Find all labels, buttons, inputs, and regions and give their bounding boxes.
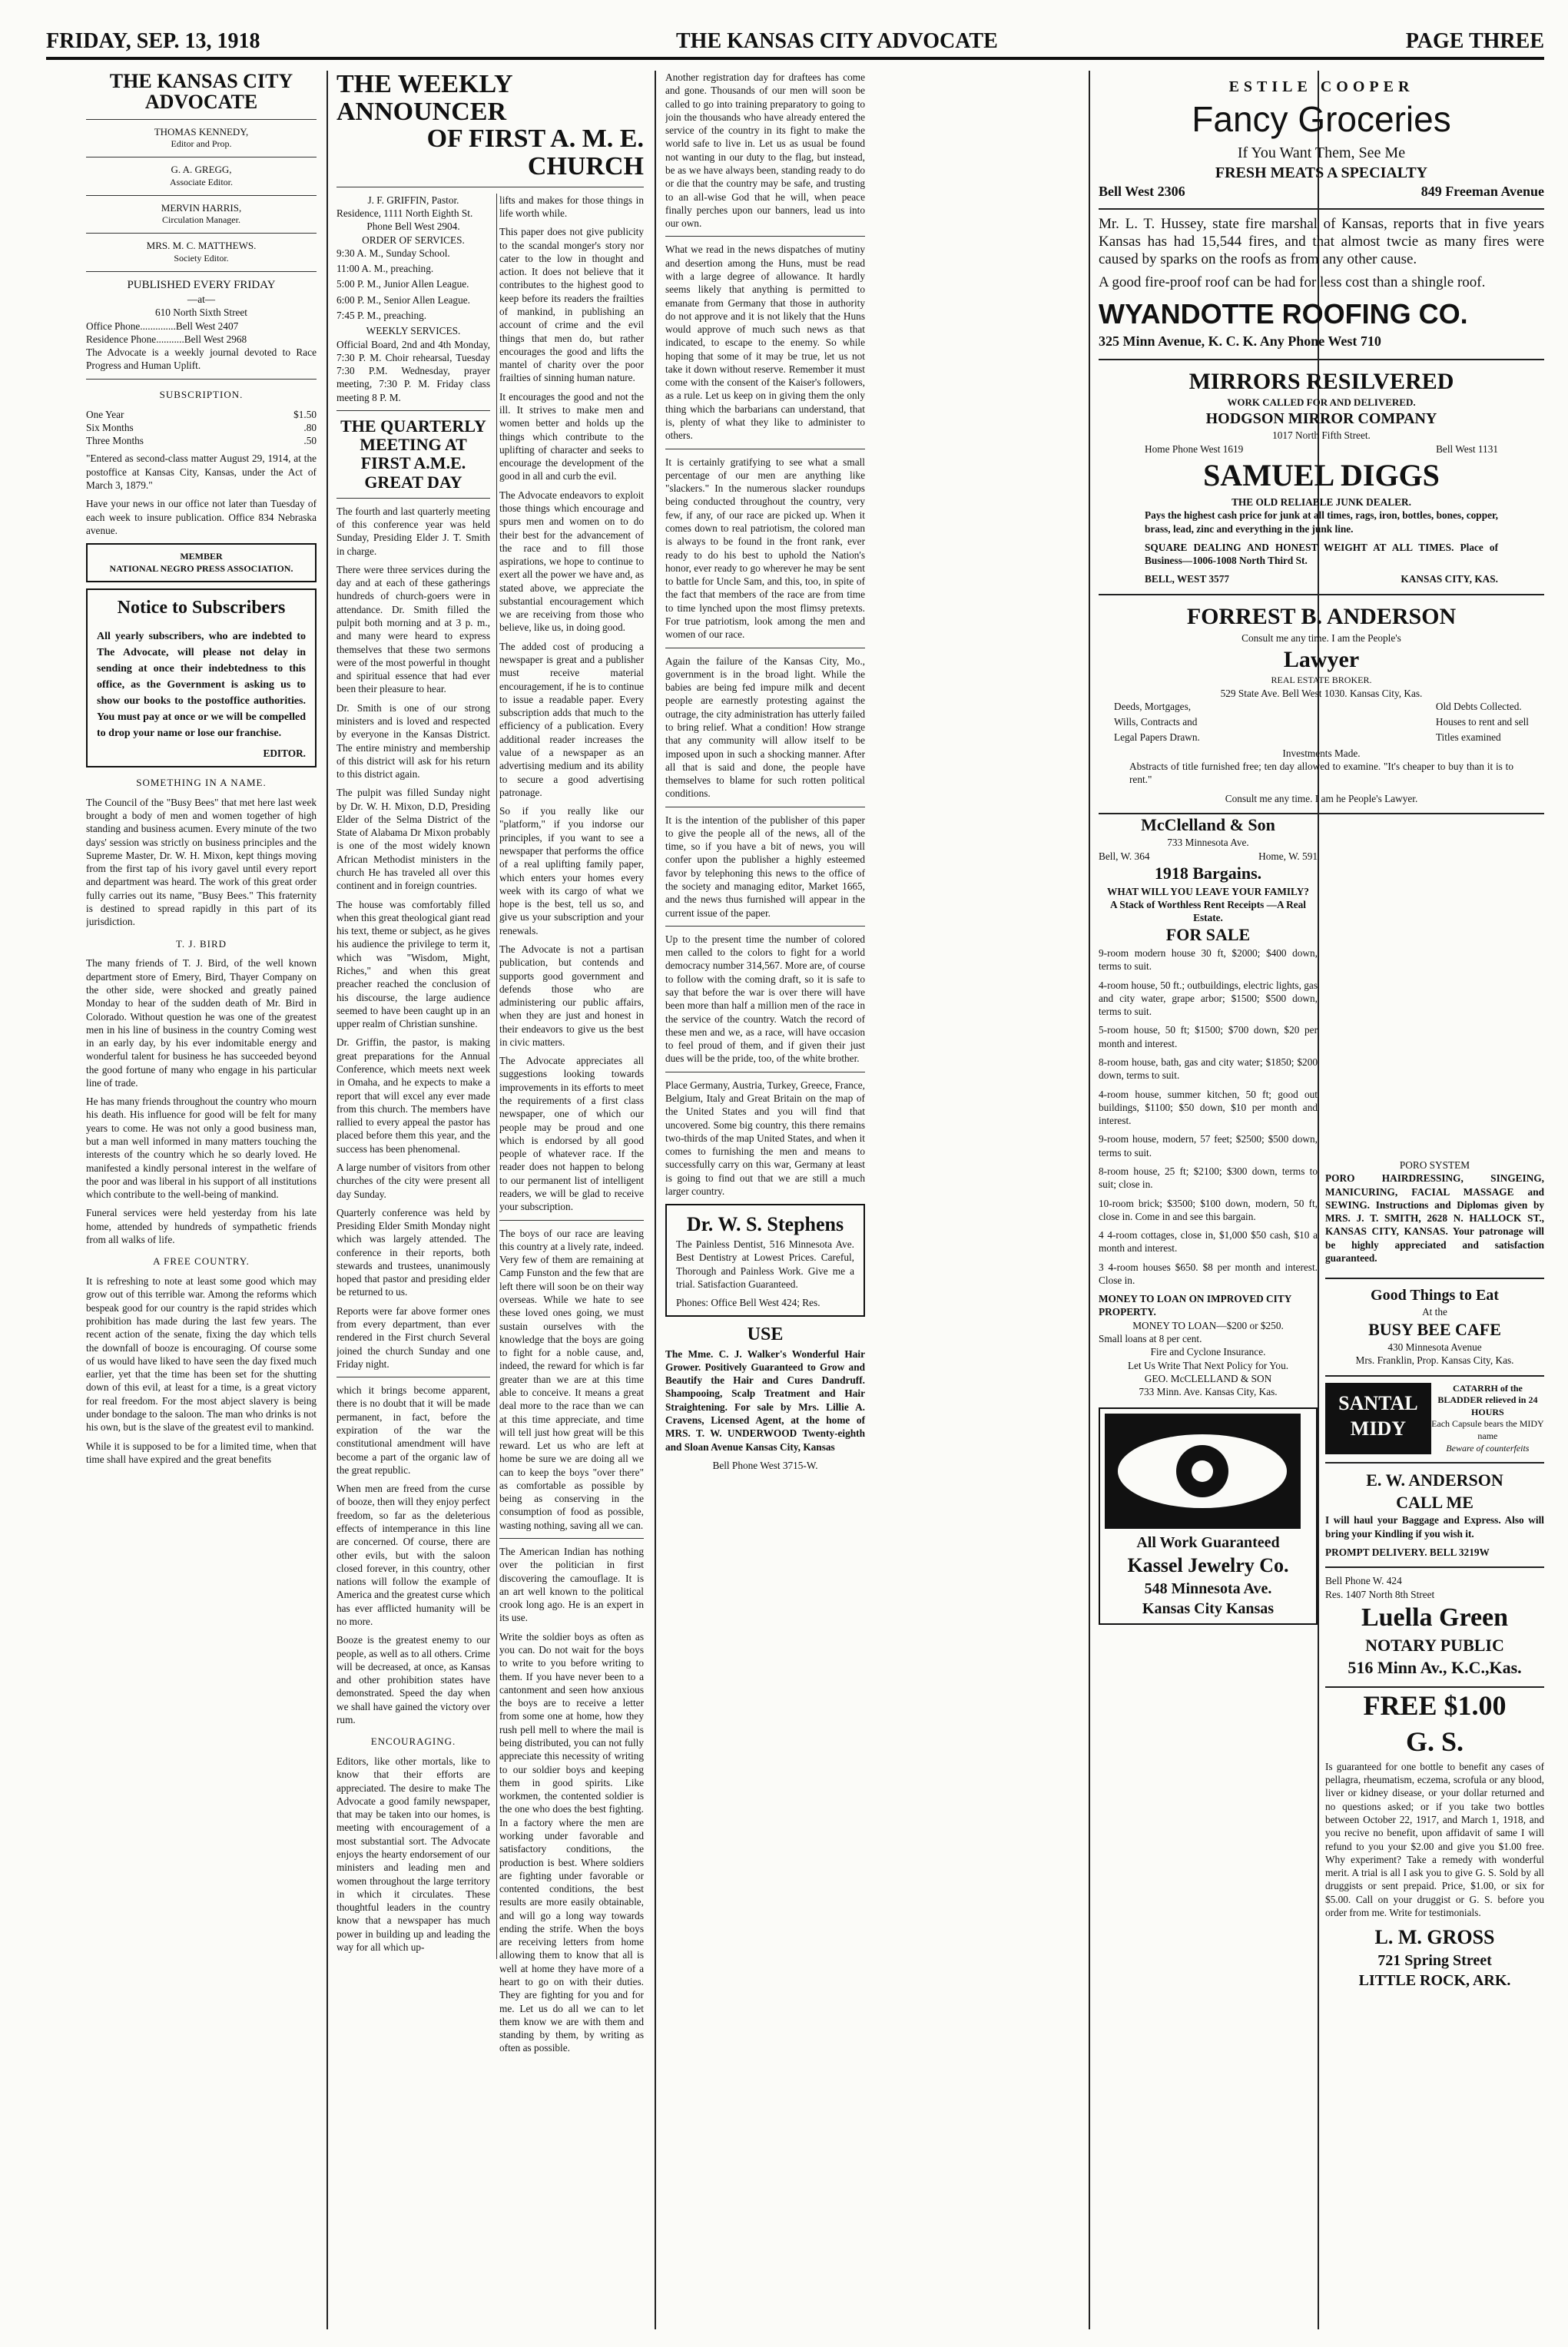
column-rule bbox=[327, 71, 328, 2329]
mirror-company: HODGSON MIRROR COMPANY bbox=[1205, 410, 1437, 428]
green-address: 516 Minn Av., K.C.,Kas. bbox=[1348, 1657, 1522, 1677]
listing: 4-room house, summer kitchen, 50 ft; good out buildings, $1100; $50 down, $10 per month and interest. bbox=[1099, 1088, 1318, 1127]
green-residence: Res. 1407 North 8th Street bbox=[1325, 1588, 1435, 1600]
cafe-ad bbox=[1325, 1279, 1544, 1376]
mirror-title: MIRRORS RESILVERED bbox=[1188, 368, 1454, 394]
mcc-title: McClelland & Son bbox=[1141, 814, 1275, 834]
article-body: Write the soldier boys as often as you can. Do not wait for the boys to write to you before writing to them. If you have never been to a cantonment and seen how anxious the boys are to receive a letter from some one at home, how they rush pell mell to where the mail is being distributed, you can not fully appreciate this necessity of writing to our soldier boys and keeping them in good spirits. Like workmen, the contented soldier is the one who does the best fighting. In a factory where the men are working under favorable and satisfactory conditions, the production is best. Where soldiers are fighting under favorable or contented conditions, the best results are more easily obtainable, and will go a long way towards ending the strife. When the boys are receiving letters from home allowing them to know that all is well at home they have more of a heart to go on with their duties. They are fighting for you and for me. Let us do all we can to let them know we are with them and standing by them, by writing as often as possible. bbox=[499, 1630, 644, 2054]
staff-name: MRS. M. C. MATTHEWS. bbox=[146, 240, 257, 252]
article-heading: SOMETHING IN A NAME. bbox=[136, 776, 267, 788]
mcc-bargains: 1918 Bargains. bbox=[1154, 863, 1262, 883]
article-body: The American Indian has nothing over the politician in first discovering the camouflage. It is an art well known to the political crook long ago. He is an expert in its use. bbox=[499, 1546, 644, 1624]
service-item: 7:45 P. M., preaching. bbox=[336, 310, 427, 321]
cafe-prop: Mrs. Franklin, Prop. Kansas City, Kas. bbox=[1355, 1354, 1514, 1367]
paper-name: THE KANSAS CITY ADVOCATE bbox=[676, 29, 998, 53]
for-sale-heading: FOR SALE bbox=[1165, 925, 1251, 945]
listing: 4-room house, 50 ft.; outbuildings, electric lights, gas and city water, grape arbor; $1500; $500 down, terms to suit. bbox=[1099, 979, 1318, 1018]
order-heading: ORDER OF SERVICES. bbox=[362, 234, 465, 246]
poro-body: PORO HAIRDRESSING, SINGEING, MANICURING, FACIAL MASSAGE and SEWING. Instructions and Diplomas given by MRS. J. T. SMITH, 2628 N. HALLOCK ST., KANSAS CITY, KANSAS. Your patronage will be highly appreciated and satisfaction guaranteed. bbox=[1325, 1172, 1544, 1264]
rate-row: Three Months .50 bbox=[86, 435, 317, 447]
roof-text: Mr. L. T. Hussey, state fire marshal of Kansas, reports that in five years Kansas has had 15,544 fires, and that almost twcie as many fires were caused by sparks on the roofs as from any other cause. bbox=[1099, 216, 1544, 267]
weekly-heading: WEEKLY SERVICES. bbox=[366, 325, 461, 337]
pastor-phone: Phone Bell West 2904. bbox=[366, 220, 460, 233]
article-body: Reports were far above former ones from every department, than ever rendered in the First church Several joined the church Sunday and one Friday night. bbox=[336, 1304, 490, 1370]
loan-title: MONEY TO LOAN ON IMPROVED CITY PROPERTY. bbox=[1099, 1293, 1291, 1318]
use-body: The Mme. C. J. Walker's Wonderful Hair Grower. Positively Guaranteed to Grow and Beautify the Hair and Cures Dandruff. Shampooing, Scalp Treatment and Hair Straightening. For sale by Mrs. Lillie A. Cravens, Licensed Agent, at the home of MRS. T. W. UNDERWOOD Twenty-eighth and Sloan Avenue Kansas City, Kansas bbox=[665, 1348, 865, 1453]
free-body: Is guaranteed for one bottle to benefit any cases of pellagra, rheumatism, eczema, scrofula or any blood, liver or kidney disease, or your dollar returned and no questions asked; or if you take two bottles between October 22, 1917, and March 1, 1918, and you recive no benefit, upon affidavit of same I will refund to you your $2.00 and give you $1.00 free. Why experiment? Take a remedy with wonderful merit. A trial is all I ask you to give G. S. Sold by all druggists or sent prepaid. Price, $1.00, or six for $5.00. Call on your druggist or G. S. before you order from me. Write for testimonials. bbox=[1325, 1760, 1544, 1918]
listing: 8-room house, 25 ft; $2100; $300 down, terms to suit; close in. bbox=[1099, 1165, 1318, 1191]
article-body: This paper does not give publicity to the scandal monger's story nor cater to the low in thought and action. It does not believe that it contributes to the highest good to keep before its readers the frailties of mankind, in publishing an account of crime and the evil things that men do, but rather encourages the good and lifts the mantel of charity over the poor frailties of sinning human nature. bbox=[499, 226, 644, 384]
pastor-residence: Residence, 1111 North Eighth St. bbox=[336, 207, 473, 220]
anderson-services: Deeds, Mortgages, Wills, Contracts and Legal Papers Drawn. Old Debts Collected. Houses to rent and sell Titles examined bbox=[1114, 700, 1529, 744]
office-address: 610 North Sixth Street bbox=[154, 307, 248, 319]
article-body: Again the failure of the Kansas City, Mo., government is in the broad light. While the babies are being fed impure milk and decent people are earnestly protesting against the outrage, the city administration has utterly failed to bring relief. What a condition! How strange that any community will allow itself to be imposed upon in such a shocking manner. After all that is said and done, the people have themselves to blame for such rotten political conditions. bbox=[665, 655, 865, 800]
weekly-body: Official Board, 2nd and 4th Monday, 7:30 P. M. Choir rehearsal, Tuesday 7:30 P.M. Wednesday, prayer meeting, 7:30 P. M. Friday class meeting 8 P. M. bbox=[336, 338, 490, 403]
free-gs: G. S. bbox=[1405, 1726, 1464, 1758]
diggs-sub: THE OLD RELIABLE JUNK DEALER. bbox=[1232, 496, 1411, 509]
masthead bbox=[46, 29, 1544, 60]
advocate-title: THE KANSAS CITY ADVOCATE bbox=[109, 71, 293, 114]
anderson-ad bbox=[1099, 595, 1544, 814]
service-item: 11:00 A. M., preaching. bbox=[336, 263, 434, 275]
cooper-title: Fancy Groceries bbox=[1192, 99, 1451, 139]
roofing-ad bbox=[1099, 210, 1544, 360]
eye-illustration bbox=[1105, 1414, 1301, 1529]
mirror-phones: Home Phone West 1619 Bell West 1131 bbox=[1145, 443, 1498, 455]
article-body: So if you really like our "platform," if you indorse our principles, if you want to see a newspaper that performs the office of a real uplifting family paper, which enters your homes every week with its cargo of what we hope is the best, tell us so, and give us your subscription and your renewals. bbox=[499, 805, 644, 936]
rate-row: Six Months .80 bbox=[86, 421, 317, 433]
article-body: Quarterly conference was held by Presiding Elder Smith Monday night which was largely attended. The conference in their reports, both stewards and trustees, unanimously hoped that pastor and presiding elder be returned to us. bbox=[336, 1206, 490, 1298]
cafe-address: 430 Minnesota Avenue bbox=[1387, 1341, 1482, 1354]
column-4-text bbox=[665, 71, 865, 1472]
anderson-close: Consult me any time. I am he People's Lawyer. bbox=[1225, 792, 1418, 804]
anderson-lawyer: Lawyer bbox=[1283, 646, 1360, 672]
kassel-address: 548 Minnesota Ave. bbox=[1144, 1580, 1272, 1597]
use-phone: Bell Phone West 3715-W. bbox=[712, 1459, 818, 1471]
article-body: Editors, like other mortals, like to know that their efforts are appreciated. The desire to make The Advocate a good family newspaper, that may be taken into our homes, is meeting with encouragement of a most substantial sort. The Advocate enjoys the hearty endorsement of our ministers and leading men and women throughout the large territory in which it circulates. These thoughtful leaders in the country know that a newspaper has much power in building up and leading the way for all which up- bbox=[336, 1755, 490, 1954]
cafe-at: At the bbox=[1422, 1306, 1447, 1318]
residence-phone: Residence Phone...........Bell West 2968 bbox=[86, 333, 247, 345]
rate-row: One Year $1.50 bbox=[86, 408, 317, 420]
article-body: When men are freed from the curse of booze, then will they enjoy perfect freedom, so far as the deleterious effects of intemperance in this line are concerned. Of course, there are other evils, but with the saloon closed forever, in this country, other nations will follow the example of America and the greatest curse which has ever afflicted humanity will be no more. bbox=[336, 1483, 490, 1627]
kassel-ad bbox=[1099, 1407, 1318, 1624]
ewa-call: CALL ME bbox=[1396, 1492, 1474, 1512]
article-body: It is refreshing to note at least some good which may grow out of this terrible war. Among the reforms which bespeak good for our country is the rapid strides which prohibition has made during the last few years. The recent action of the senate, fixing the day which tells the downfall of booze is encouraging. Of course some of us would have liked to have seen the day fixed much earlier, yet that the time has been set for the shutting down of this evil, at least for a time, is a great victory for real freedom. For the most abject slavery is being under bondage to the saloon. The man who drinks is not his own, but is the slave of the greatest evil to mankind. bbox=[86, 1275, 317, 1434]
cafe-tagline: Good Things to Eat bbox=[1371, 1287, 1499, 1304]
mirror-sub: WORK CALLED FOR AND DELIVERED. bbox=[1227, 396, 1416, 408]
diggs-body: Pays the highest cash price for junk at all times, rags, iron, bottles, bones, copper, brass, lead, zinc and everything in the junk line. bbox=[1145, 509, 1498, 535]
article-body: The Advocate is not a partisan publication, but contends and supports good government and defends those who are administering our public affairs, when they are just and honest in their endeavors to give us the best in civic matters. bbox=[499, 943, 644, 1048]
article-body: A large number of visitors from other churches of the city were present all day Sunday. bbox=[336, 1161, 490, 1200]
cooper-meats: FRESH MEATS A SPECIALTY bbox=[1215, 164, 1428, 181]
cooper-name: ESTILE COOPER bbox=[1228, 78, 1414, 95]
loan-body: MONEY TO LOAN—$200 or $250. bbox=[1132, 1319, 1284, 1331]
midy-badge: SANTAL MIDY bbox=[1325, 1383, 1431, 1455]
article-heading: T. J. BIRD bbox=[175, 937, 227, 950]
notice-title: Notice to Subscribers bbox=[117, 598, 286, 618]
article-body: The house was comfortably filled when this great theological giant read his text, theme or subject, as he gives his audience the privilege to term it, which was "Wisdom, Might, Riches," and when this great preacher reached the conclusion of his discourse, the large audience seemed to have been caught up in an upper realm of Christian sunshine. bbox=[336, 898, 490, 1030]
pastor-name: J. F. GRIFFIN, Pastor. bbox=[367, 194, 459, 206]
church-info bbox=[336, 194, 497, 1960]
notice-box bbox=[86, 588, 317, 767]
column-1 bbox=[86, 71, 317, 1471]
gs-ad bbox=[1325, 1688, 1544, 1991]
listing: 5-room house, 50 ft; $1500; $700 down, $20 per month and interest. bbox=[1099, 1024, 1318, 1049]
mcc-stack: A Stack of Worthless Rent Receipts —A Real Estate. bbox=[1110, 898, 1306, 924]
article-body: Dr. Griffin, the pastor, is making great preparations for the Annual Conference, which meets next week in Omaha, and he expects to make a report that will excel any ever made from this church. The members have rallied to every appeal the pastor has placed before them this year, and the success has been phenomenal. bbox=[336, 1036, 490, 1155]
dentist-phone: Phones: Office Bell West 424; Res. bbox=[676, 1297, 820, 1309]
cooper-sub: If You Want Them, See Me bbox=[1237, 144, 1406, 161]
kassel-name: Kassel Jewelry Co. bbox=[1127, 1553, 1289, 1576]
article-body: The pulpit was filled Sunday night by Dr. W. H. Mixon, D.D, Presiding Elder of the Selma District of the State of Alabama Dr Mixon probably is one of the most widely known African Methodist ministers in the church He has traveled all over this continent and in foreign countries. bbox=[336, 787, 490, 892]
article-body: Booze is the greatest enemy to our people, as well as to all others. Crime will be decreased, at once, as Kansas and other prohibition states have demonstrated. Speed the day when we shall have gained the victory over rum. bbox=[336, 1634, 490, 1725]
gross-address: 721 Spring Street bbox=[1377, 1951, 1492, 1969]
article-body: The Advocate appreciates all suggestions looking towards improvements in its efforts to meet the requirements of a first class newspaper, one of which our people may be proud and one which is endorsed by all good people of whatever race. If the reader does not happen to belong to our permanent list of intelligent readers, we will be glad to receive your subscription. bbox=[499, 1055, 644, 1213]
column-rule bbox=[655, 71, 656, 2329]
news-deadline: Have your news in our office not later than Tuesday of each week to insure publication. Office 834 Nebraska avenue. bbox=[86, 498, 317, 536]
article-body: He has many friends throughout the country who mourn his death. His influence for good will be felt for many years to come. He was not only a good business man, but a man well informed in many matters touching the interests of the country which he so dearly loved. He manifested a kindly personal interest in the welfare of the poor and was liberal in his support of all institutions which contribute to the well-being of mankind. bbox=[86, 1096, 317, 1201]
loan-signature: GEO. McCLELLAND & SON bbox=[1144, 1372, 1272, 1384]
kassel-city: Kansas City Kansas bbox=[1142, 1599, 1275, 1617]
article-heading: A FREE COUNTRY. bbox=[153, 1255, 250, 1268]
entered-note: "Entered as second-class matter August 29, 1914, at the postoffice at Kansas City, Kansas, under the Act of March 3, 1879." bbox=[86, 452, 317, 492]
roof-addr: 325 Minn Avenue, K. C. K. Any Phone West 710 bbox=[1099, 333, 1381, 350]
article-body: Place Germany, Austria, Turkey, Greece, France, Belgium, Italy and Great Britain on the map of the United States and you will find that uncovered. Some big country, this there remains two-thirds of the map United States, and when it comes to furnishing the men and means to successfully carry on this war, Germany at least is going to find out that we are still a much larger country. bbox=[665, 1079, 865, 1197]
anderson-address: 529 State Ave. Bell West 1030. Kansas City, Kas. bbox=[1220, 687, 1423, 699]
staff-role: Society Editor. bbox=[174, 252, 229, 264]
green-title: Luella Green bbox=[1361, 1603, 1509, 1632]
article-heading: ENCOURAGING. bbox=[370, 1735, 456, 1748]
poro-ad bbox=[1325, 1152, 1544, 1279]
article-body: Up to the present time the number of colored men called to the colors to fight for a world democracy number 314,567. More are, of course to follow with the coming draft, so it is safe to say that before the war is over there will have been more than half a million men of the race in the service of the country. Watch the record of these men and we, as a race, will have occasion to feel proud of them, and if given their just dues will be the pride, too, of the white brother. bbox=[665, 933, 865, 1065]
dentist-title: Dr. W. S. Stephens bbox=[686, 1213, 844, 1236]
mcclelland-ad bbox=[1099, 814, 1318, 1631]
diggs-body: SQUARE DEALING AND HONEST WEIGHT AT ALL TIMES. Place of Business—1006-1008 North Third St. bbox=[1145, 541, 1498, 567]
published-at: —at— bbox=[187, 293, 216, 306]
column-6 bbox=[1325, 1152, 1544, 1991]
office-phone: Office Phone..............Bell West 2407 bbox=[86, 320, 239, 332]
article-body: which it brings become apparent, there is no doubt that it will be made permanent, in fact, before the expiration of the war the constitutional amendment will have become a part of the organic law of the great republic. bbox=[336, 1384, 490, 1476]
ewa-body: I will haul your Baggage and Express. Also will bring your Kindling if you wish it. bbox=[1325, 1514, 1544, 1540]
ewa-title: E. W. ANDERSON bbox=[1366, 1470, 1503, 1490]
ewa-ad bbox=[1325, 1464, 1544, 1568]
article-body: It is certainly gratifying to see what a small percentage of our men are anything like "slackers." In the numerous slacker roundups being conducted throughout the country, very few, if any, of our race are picked up. When it comes down to real patriotism, the colored man is always to be found in the front rank, ever ready to do his best to uphold the Nation's honor, ever ready to go wherever he may be sent to battle for Uncle Sam, and this, too, in spite of the fact that members of the race are from time to time lynched upon the most flimsy pretexts. For true patriotism, look among the men and women of our race. bbox=[665, 456, 865, 641]
cooper-ad bbox=[1099, 71, 1544, 210]
press-association-box: MEMBER NATIONAL NEGRO PRESS ASSOCIATION. bbox=[86, 543, 317, 582]
listing: 3 4-room houses $650. $8 per month and interest. Close in. bbox=[1099, 1261, 1318, 1286]
article-body: What we read in the news dispatches of mutiny and desertion among the Huns, must be read with a large degree of allowance. It hardly seems likely that anything is permitted to emanate from Germany that those in authority do not approve and it is not likely that the Huns would approve of much such news as that indicated, to escape to the enemy. So while hoping that some of it may be true, let us not take it down without reserve. Remember it must come with the consent of the Kaiser's followers, as a rule. Let us keep on in giving them the only thing which the barbarians can understand, that is, plenty of what they like to administer to others. bbox=[665, 244, 865, 442]
service-item: 5:00 P. M., Junior Allen League. bbox=[336, 278, 469, 290]
ewa-prompt: PROMPT DELIVERY. BELL 3219W bbox=[1325, 1546, 1490, 1558]
announcer-subtitle: OF FIRST A. M. E. CHURCH bbox=[426, 124, 644, 181]
dentist-body: The Painless Dentist, 516 Minnesota Ave. Best Dentistry at Lowest Prices. Careful, Thorough and Painless Work. Give me a trial. Satisfaction Guaranteed. bbox=[676, 1238, 854, 1290]
issue-date: FRIDAY, SEP. 13, 1918 bbox=[46, 29, 260, 53]
anderson-sub: Consult me any time. I am the People's bbox=[1241, 632, 1401, 644]
poro-title: PORO SYSTEM bbox=[1399, 1159, 1470, 1171]
article-body: The boys of our race are leaving this country at a lively rate, indeed. Very few of them are remaining at Camp Funston and the few that are left there will soon be on their way overseas. While we hate to see these loved ones going, we must sustain ourselves with the knowledge that the boys are going to fight for a noble cause, and, indeed, the reward for which is far greater than we are at this time able to conceive. It means a great deal more to the race than we can at this time appreciate, and time will tell just how great will be this reward. Let us who are left at home be sure we are doing all we can to keep the boys "over there" as comfortable as possible by being as conserving in the consumption of food as possible, wasting nothing, saving all we can. bbox=[499, 1227, 644, 1531]
article-body: It encourages the good and not the ill. It strives to make men and women better and holds up the things which contribute to the uplifting of character and seeks to encourage the development of the good in all and curb the evil. bbox=[499, 390, 644, 482]
devotion-text: The Advocate is a weekly journal devoted to Race Progress and Human Uplift. bbox=[86, 346, 317, 372]
listing: 8-room house, bath, gas and city water; $1850; $200 down, terms to suit. bbox=[1099, 1056, 1318, 1082]
listing: 4 4-room cottages, close in, $1,000 $50 cash, $10 a month and interest. bbox=[1099, 1229, 1318, 1255]
mirror-address: 1017 North Fifth Street. bbox=[1272, 429, 1371, 442]
roof-text: A good fire-proof roof can be had for less cost than a shingle roof. bbox=[1099, 273, 1486, 290]
diggs-title: SAMUEL DIGGS bbox=[1203, 458, 1440, 493]
mcc-question: WHAT WILL YOU LEAVE YOUR FAMILY? bbox=[1107, 885, 1309, 897]
article-body: Another registration day for draftees has come and gone. Thousands of our men will soon be called to go into training preparatory to going to join the thousands who have already entered the service of the country in its fight to make the world safe to live in. Let us as usual be found not wanting in our duty to the flag, but instead, be as we have always been, standing ready to do or die that the country may be safe, and trusting to an all-wise God that he will, when peace finally perches upon our banners, lead us into our own. bbox=[665, 71, 865, 230]
article-body: It is the intention of the publisher of this paper to give the people all of the news, all of the time, so if you have a bit of news, you will confer upon the publisher a highly esteemed favor by telephoning this news to the office of the society and managing editor, Market 1665, and the news thus furnished will appear in the current issue of the paper. bbox=[665, 814, 865, 919]
listing: 10-room brick; $3500; $100 down, modern, 50 ft, close in. Come in and see this bargain. bbox=[1099, 1197, 1318, 1222]
staff-role: Circulation Manager. bbox=[162, 214, 240, 226]
use-title: USE bbox=[747, 1324, 784, 1345]
anderson-re: REAL ESTATE BROKER. bbox=[1271, 674, 1372, 685]
mirror-ad bbox=[1099, 360, 1544, 595]
anderson-title: FORREST B. ANDERSON bbox=[1186, 603, 1457, 629]
column-rule bbox=[1089, 71, 1090, 2329]
mcc-phones: Bell, W. 364 Home, W. 591 bbox=[1099, 850, 1318, 862]
kassel-guarantee: All Work Guaranteed bbox=[1136, 1533, 1280, 1551]
green-ad bbox=[1325, 1568, 1544, 1688]
article-body: The many friends of T. J. Bird, of the well known department store of Emery, Bird, Thayer Company on the other side, were shocked and greatly pained Monday to hear of the sudden death of Mr. Bird in Colorado. Without question he was one of the greatest men in his line of business in the country Coming west in an early day, by his ever indomitable energy and wonderful talent for business he has succeeded beyond the good fortune of many who engage in his particular line of trade. bbox=[86, 957, 317, 1089]
article-body: lifts and makes for those things in life worth while. bbox=[499, 194, 644, 220]
column-3 bbox=[499, 194, 644, 2055]
page-label: PAGE THREE bbox=[1405, 29, 1544, 53]
green-phone: Bell Phone W. 424 bbox=[1325, 1575, 1402, 1587]
diggs-contact: BELL, WEST 3577 KANSAS CITY, KAS. bbox=[1145, 573, 1498, 585]
loan-write: Let Us Write That Next Policy for You. bbox=[1127, 1359, 1289, 1371]
service-list bbox=[336, 247, 490, 322]
article-body: The added cost of producing a newspaper is great and a publisher must receive material encouragement, if he is to continue to issue a readable paper. Every subscription adds that much to the efficiency of a publication. Every additional reader increases the value of a newspaper as an advertising medium and its ability to secure a good advertising patronage. bbox=[499, 640, 644, 798]
staff-role: Associate Editor. bbox=[170, 176, 233, 187]
article-headline: THE QUARTERLY MEETING AT FIRST A.M.E. GREAT DAY bbox=[340, 416, 486, 492]
gross-city: LITTLE ROCK, ARK. bbox=[1358, 1971, 1511, 1989]
midy-ad bbox=[1325, 1377, 1544, 1464]
listing: 9-room house, modern, 57 feet; $2500; $500 down, terms to suit. bbox=[1099, 1133, 1318, 1159]
article-body: While it is supposed to be for a limited time, when that time shall have expired and the great benefits bbox=[86, 1440, 317, 1465]
loan-small: Small loans at 8 per cent. bbox=[1099, 1333, 1202, 1345]
loan-signature-address: 733 Minn. Ave. Kansas City, Kas. bbox=[1139, 1386, 1278, 1398]
dentist-ad bbox=[665, 1204, 865, 1317]
published-label: PUBLISHED EVERY FRIDAY bbox=[127, 278, 276, 291]
notice-body: All yearly subscribers, who are indebted to The Advocate, will please not delay in sending at once their indebtedness to this office, as the Government is asking us to show our books to the postoffice authorities. You must pay at once or we will be compelled to drop your name or lose our franchise. bbox=[97, 630, 306, 739]
service-item: 9:30 A. M., Sunday School. bbox=[336, 247, 450, 259]
announcer-title: THE WEEKLY ANNOUNCER bbox=[336, 71, 512, 126]
service-item: 6:00 P. M., Senior Allen League. bbox=[336, 293, 470, 306]
notice-signature: EDITOR. bbox=[263, 747, 306, 759]
gross-title: L. M. GROSS bbox=[1374, 1926, 1495, 1949]
loan-fire: Fire and Cyclone Insurance. bbox=[1150, 1346, 1266, 1358]
article-body: The fourth and last quarterly meeting of this conference year was held Sunday, Presiding Elder J. T. Smith in charge. bbox=[336, 505, 490, 557]
staff-name: G. A. GREGG, bbox=[171, 164, 232, 176]
cafe-name: BUSY BEE CAFE bbox=[1368, 1319, 1501, 1339]
listing: 9-room modern house 30 ft, $2000; $400 down, terms to suit. bbox=[1099, 947, 1318, 973]
staff-name: THOMAS KENNEDY, bbox=[154, 125, 249, 138]
article-body: The Council of the "Busy Bees" that met here last week brought a body of men and women together of high standing and business acumen. Every minute of the two days' session was strictly on business principles and the Supreme Master, Dr. W. H. Mixon, kept things moving from the first tap of his ivory gavel until every report and department was heard. The work of this great order fully carries out its name, "Busy Bees." This fraternity is destined to spread rapidly in this part of its jurisdiction. bbox=[86, 796, 317, 928]
anderson-abstracts: Abstracts of title furnished free; ten day allowed to examine. "It's cheaper to buy than it is to rent." bbox=[1129, 760, 1513, 786]
anderson-investments: Investments Made. bbox=[1282, 747, 1361, 759]
article-body: Funeral services were held yesterday from his late home, attended by hundreds of sympathetic friends from all walks of life. bbox=[86, 1207, 317, 1246]
cooper-contact: Bell West 2306 849 Freeman Avenue bbox=[1099, 183, 1544, 199]
green-notary: NOTARY PUBLIC bbox=[1365, 1636, 1504, 1656]
article-body: Dr. Smith is one of our strong ministers and is loved and respected by everyone in the Kansas District. The entire ministry and membership of this district will ask for his return to this district again. bbox=[336, 701, 490, 781]
article-body: The Advocate endeavors to exploit those things which encourage and spurs men and women on to do their best for the advancement of the race and to fill those aspirations, we hope to continue to exert all the power we have and, as stated above, we appreciate the substantial encouragement which we are receiving from those who believe, like us, in doing good. bbox=[499, 489, 644, 634]
column-2 bbox=[336, 71, 644, 2060]
column-4 bbox=[665, 71, 1080, 1472]
free-title: FREE $1.00 bbox=[1363, 1690, 1507, 1722]
mcc-address: 733 Minnesota Ave. bbox=[1167, 837, 1249, 849]
subscription-heading: SUBSCRIPTION. bbox=[159, 388, 244, 400]
midy-text: CATARRH of the BLADDER relieved in 24 HOURS Each Capsule bears the MIDY name Beware of counterfeits bbox=[1431, 1382, 1544, 1454]
article-body: There were three services during the day and at each of these gatherings hundreds of church-goers were in attendance. Dr. Smith filled the pulpit both morning and at 3 p. m., and many were heard to express themselves that these two sermons were of the most powerful in thought and spiritual essence that had ever been their pleasure to hear. bbox=[336, 563, 490, 695]
roof-title: WYANDOTTE ROOFING CO. bbox=[1099, 298, 1468, 330]
staff-role: Editor and Prop. bbox=[171, 138, 232, 150]
staff-name: MERVIN HARRIS, bbox=[161, 201, 242, 214]
